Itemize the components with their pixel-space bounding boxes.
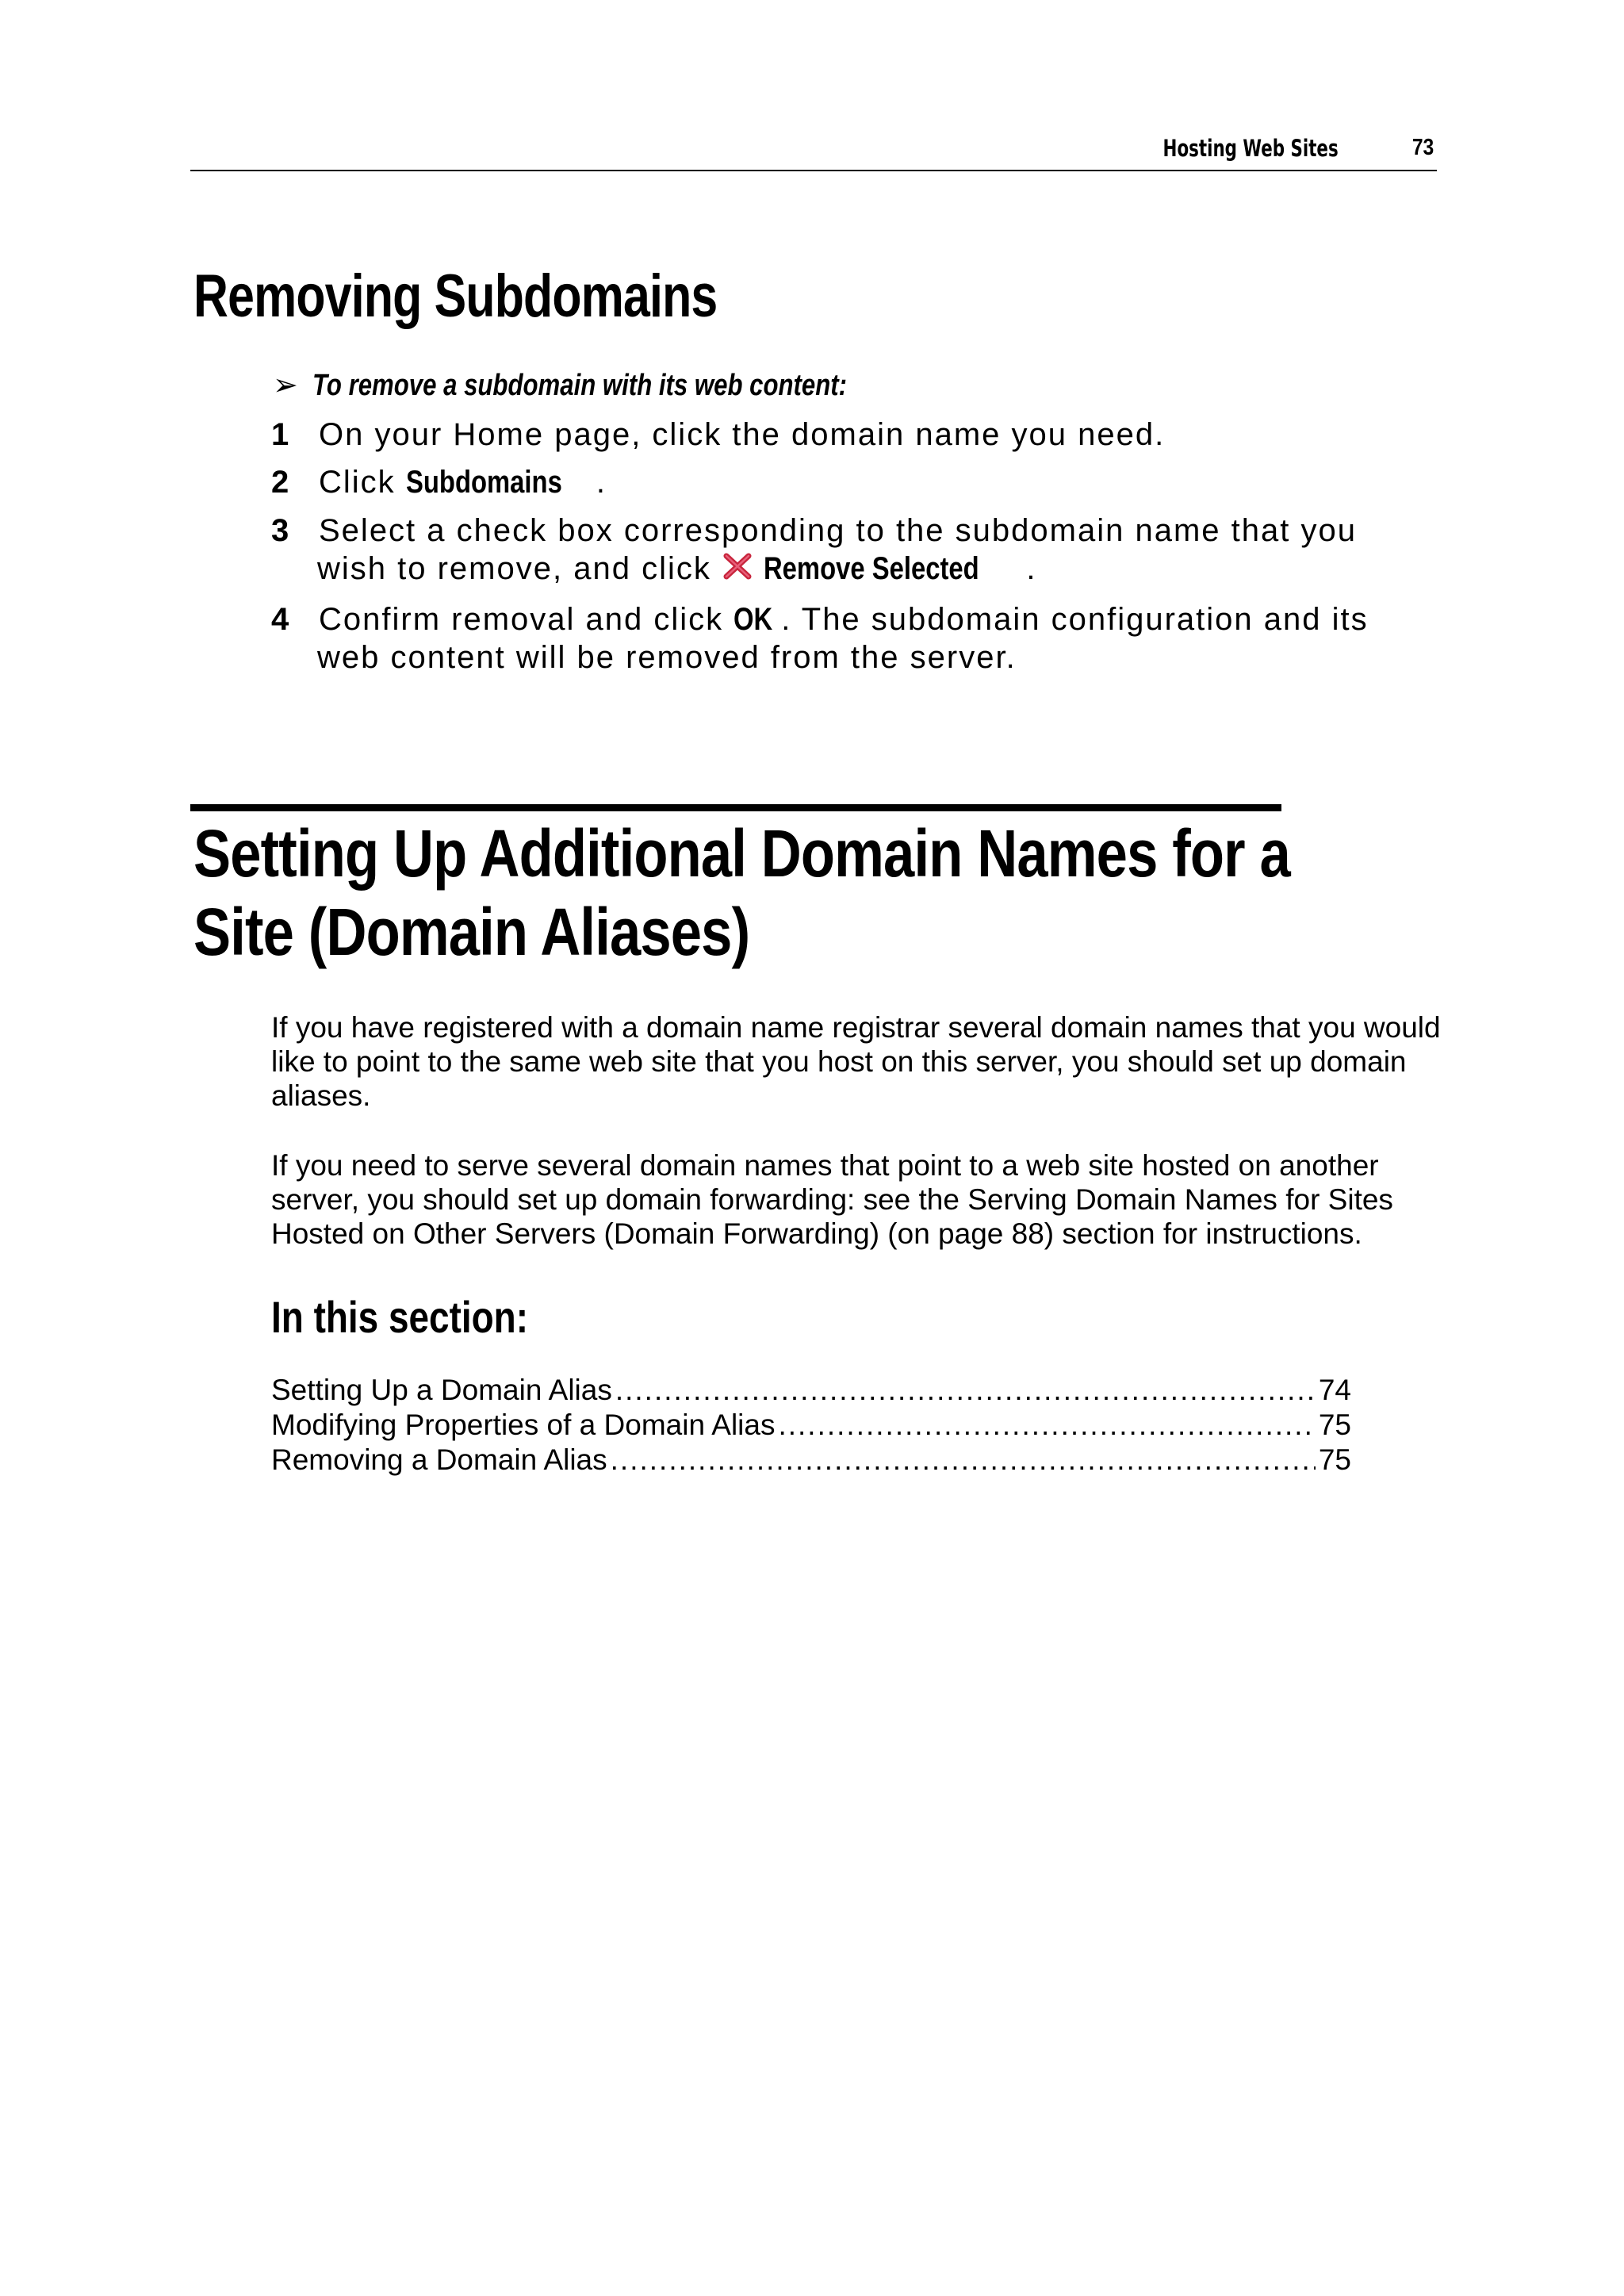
toc-entry-title[interactable]: Removing a Domain Alias [271, 1443, 607, 1476]
toc-entry-page[interactable]: 75 [1318, 1443, 1351, 1476]
toc-list [271, 1373, 1351, 1478]
step-3-continuation: wish to remove, and click Remove Selected . [317, 551, 1037, 586]
toc-leader [778, 1408, 1315, 1443]
toc-entry[interactable] [271, 1408, 1351, 1443]
ok-ui-label: OK [733, 602, 773, 637]
step-2: 2 Click Subdomains . [271, 465, 607, 500]
step-4: 4 Confirm removal and click OK . The subdomain configuration and its web content will be removed from the server. [271, 602, 1369, 675]
heading-domain-aliases-line1: Setting Up Additional Domain Names for a [193, 816, 1290, 891]
heading-removing-subdomains: Removing Subdomains [193, 263, 718, 330]
step-1: 1 On your Home page, click the domain name you need. [271, 417, 1166, 452]
forwarding-paragraph: If you need to serve several domain names that point to a web site hosted on another server, you should set up domain forwarding: see the Serving Domain Names for Sites Hosted on Other Servers (Domain Forwarding) (on page 88) section for instructions. [271, 1149, 1393, 1250]
header-section-title: Hosting Web Sites [1162, 135, 1339, 162]
remove-selected-ui-label: Remove Selected [764, 551, 979, 586]
toc-entry-title[interactable]: Modifying Properties of a Domain Alias [271, 1409, 776, 1441]
step-4-continuation: web content will be removed from the server. [317, 640, 1017, 675]
toc-leader [611, 1443, 1316, 1478]
toc-entry-page[interactable]: 74 [1318, 1374, 1351, 1406]
remove-x-icon [722, 552, 753, 581]
toc-leader [615, 1373, 1316, 1408]
heading-domain-aliases-line2: Site (Domain Aliases) [193, 895, 750, 969]
toc-entry[interactable] [271, 1373, 1351, 1408]
subdomains-ui-label: Subdomains [405, 465, 562, 500]
running-header [190, 133, 1437, 171]
step-3: 3 Select a check box corresponding to the subdomain name that you wish to remove, and click Remove Selected . [271, 513, 1357, 586]
toc-entry-page[interactable]: 75 [1318, 1409, 1351, 1441]
intro-paragraph: If you have registered with a domain name registrar several domain names that you would like to point to the same web site that you host on this server, you should set up domain aliases. [271, 1011, 1441, 1112]
page-number: 73 [1411, 135, 1434, 160]
toc-entry-title[interactable]: Setting Up a Domain Alias [271, 1374, 612, 1406]
procedure-title: ➢ To remove a subdomain with its web content: [273, 369, 848, 402]
toc-entry[interactable] [271, 1443, 1351, 1478]
section-rule [190, 804, 1281, 811]
in-this-section-heading: In this section: [271, 1292, 529, 1342]
step-1-text: On your Home page, click the domain name you need. [319, 417, 1166, 452]
arrow-bullet-icon: ➢ [273, 369, 298, 402]
